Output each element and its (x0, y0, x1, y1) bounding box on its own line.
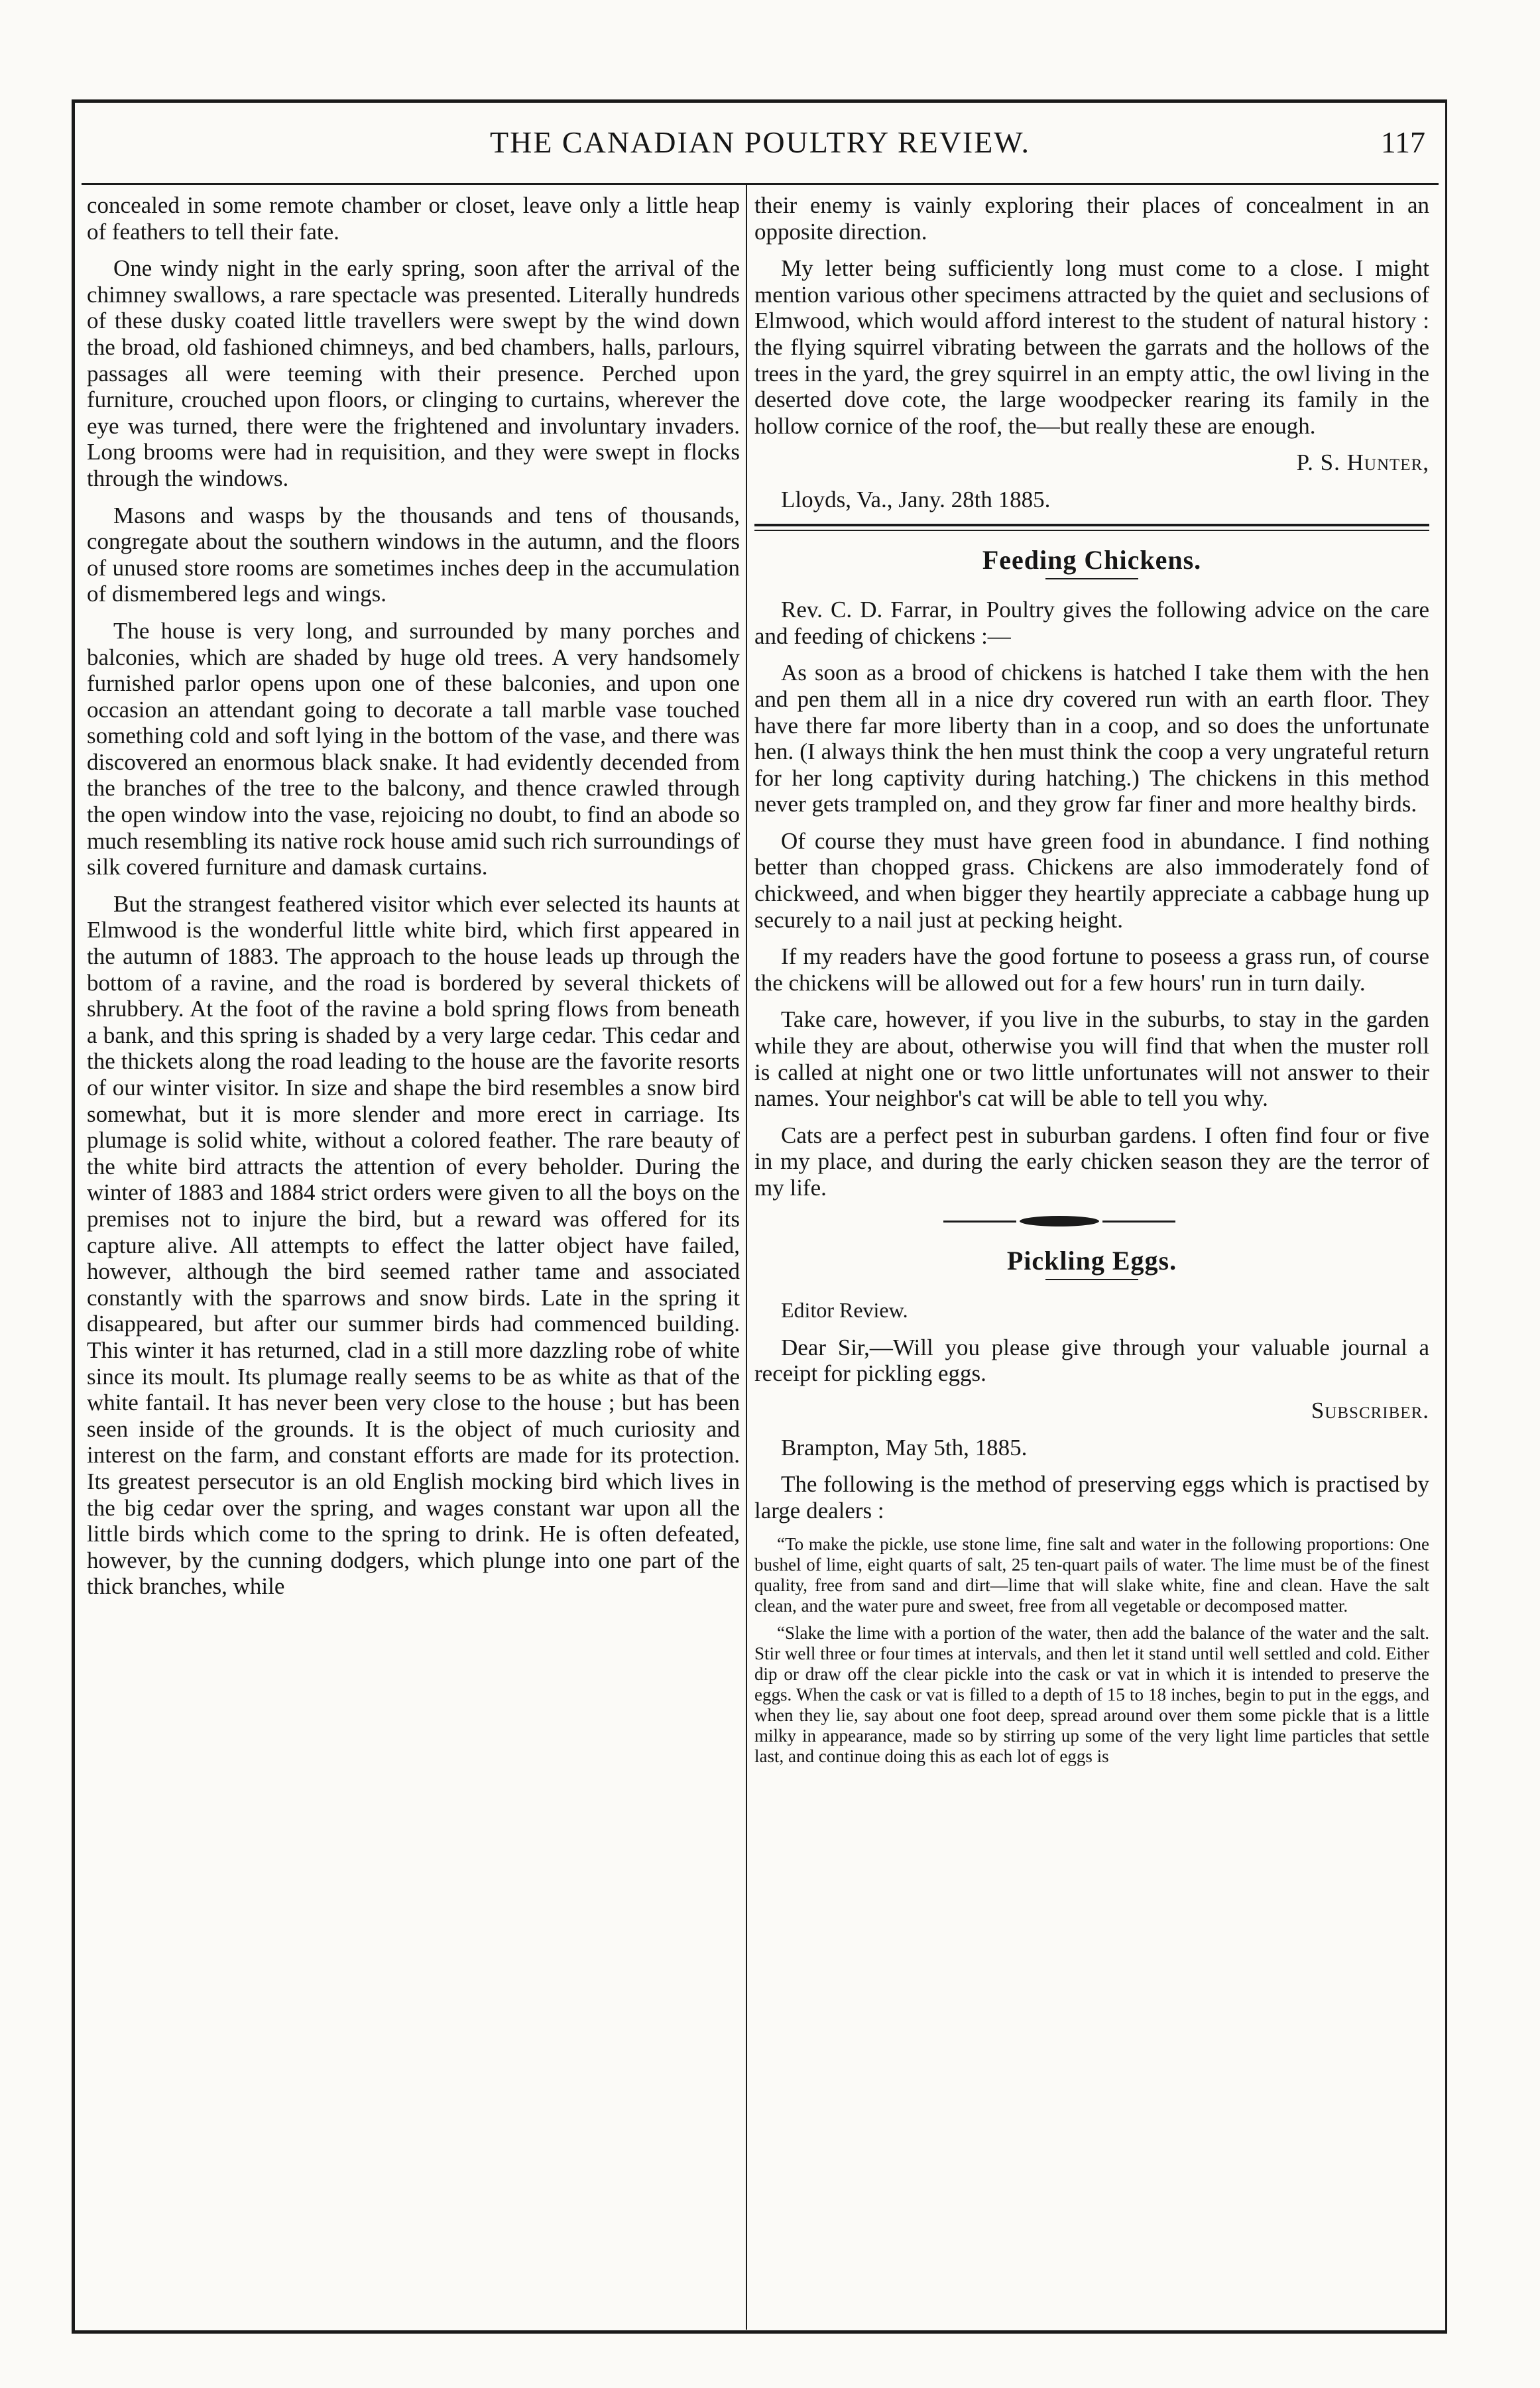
ornament-bar (1102, 1221, 1175, 1223)
paragraph: One windy night in the early spring, soon after the arrival of the chimney swallows, a rare spectacle was presented. Literally hundreds of these dusky coated little travellers were swept by the wind down the broad, old fashioned chimneys, and bed chambers, halls, parlours, passages all were teeming with their presence. Perched upon furniture, crouched upon floors, or clinging to curtains, wherever the eye was turned, there were the frightened and involuntary invaders. Long brooms were had in requisition, and they were swept in flocks through the windows. (87, 255, 740, 491)
title-rule (1045, 578, 1138, 579)
paragraph: My letter being sufficiently long must come to a close. I might mention various other specimens attracted by the quiet and seclusions of Elmwood, which would afford interest to the student of natural history : the flying squirrel vibrating between the garrats and the hollows of the trees in the yard, the grey squirrel in an empty attic, the owl living in the deserted dove cote, the large woodpecker rearing its family in the hollow cornice of the roof, the—but really these are enough. (754, 255, 1429, 439)
paragraph: But the strangest feathered visitor which ever selected its haunts at Elmwood is the wonderful little white bird, which first appeared in the autumn of 1883. The approach to the house leads up through the bottom of a ravine, and the road is bordered by several thickets of shrubbery. At the foot of the ravine a bold spring flows from beneath a bank, and this spring is shaded by a very large cedar. This cedar and the thickets along the road leading to the house are the favorite resorts of our winter visitor. In size and shape the bird resembles a snow bird somewhat, but it is more slender and more erect in carriage. Its plumage is solid white, without a colored feather. The rare beauty of the white bird attracts the attention of every beholder. During the winter of 1883 and 1884 strict orders were given to all the boys on the premises not to injure the bird, but a reward was offered for its capture alive. All attempts to effect the latter object have failed, however, although the bird seemed rather tame and associated constantly with the sparrows and snow birds. Late in the spring it disappeared, but after our summer birds had commenced building. This winter it has returned, clad in a still more dazzling robe of white since its moult. Its plumage really seems to be as white as that of the white fantail. It has never been very close to the house ; but has been seen inside of the grounds. It is the object of much curiosity and interest on the farm, and constant efforts are made for its protection. Its greatest persecutor is an old English mocking bird which lives in the big cedar over the spring, and wages constant war upon all the little birds which come to the spring to drink. He is often defeated, however, by the cunning dodgers, which plunge into one part of the thick branches, while (87, 890, 740, 1600)
right-column (754, 192, 1429, 1773)
paragraph: As soon as a brood of chickens is hatched I take them with the hen and pen them all in a nice dry covered run with an earth floor. They have there far more liberty than in a coop, and so does the unfortunate hen. (I always think the hen must think the coop a very ungrateful return for her long captivity during hatching.) The chickens in this method never gets trampled on, and they grow far finer and more healthy birds. (754, 660, 1429, 817)
paragraph: Cats are a perfect pest in suburban gardens. I often find four or five in my place, and during the early chicken season they are the terror of my life. (754, 1122, 1429, 1201)
paragraph: The house is very long, and surrounded by many porches and balconies, which are shaded by huge old trees. A very handsomely furnished parlor opens upon one of these balconies, and upon one occasion an attendant going to decorate a tall marble vase touched something cold and soft lying in the bottom of the vase, and there was discovered an enormous black snake. It had evidently decended from the branches of the tree to the balcony, and thence crawled through the open window into the vase, rejoicing no doubt, to find an abode so much resembling its native rock house amid such rich surroundings of silk covered furniture and damask curtains. (87, 617, 740, 880)
left-column (87, 192, 740, 1610)
editor-line: Editor Review. (781, 1298, 908, 1323)
title-rule (1045, 1279, 1138, 1280)
quote-paragraph: “Slake the lime with a portion of the water, then add the balance of the water and the salt. Stir well three or four times at intervals, and then let it stand until well settled and cold. Either dip or draw off the clear pickle into the cask or vat in which it is intended to preserve the eggs. When the cask or vat is filled to a depth of 15 to 18 inches, begin to put in the eggs, and when they lie, say about one foot deep, spread around over them some pickle that is a little milky in appearance, made so by stirring up some of the very light lime particles that settle last, and continue doing this as each lot of eggs is (754, 1623, 1429, 1767)
top-border (75, 99, 1445, 103)
bottom-border (75, 2330, 1445, 2334)
paragraph: Rev. C. D. Farrar, in Poultry gives the following advice on the care and feeding of chickens :— (754, 597, 1429, 649)
place-date: Brampton, May 5th, 1885. (781, 1434, 1028, 1461)
page-frame (72, 99, 1447, 2334)
ornament-center (1020, 1216, 1099, 1226)
paragraph: concealed in some remote chamber or closet, leave only a little heap of feathers to tell their fate. (87, 192, 740, 245)
quote-paragraph: “To make the pickle, use stone lime, fine salt and water in the following proportions: One bushel of lime, eight quarts of salt, 25 ten-quart pails of water. The lime must be of the finest quality, free from sand and dirt—lime that will slake white, fine and clean. Have the salt clean, and the water pure and sweet, free from all vegetable or decomposed matter. (754, 1534, 1429, 1616)
signature: Subscriber. (1311, 1397, 1429, 1423)
paragraph: The following is the method of preserving eggs which is practised by large dealers : (754, 1471, 1429, 1523)
paragraph: Masons and wasps by the thousands and tens of thousands, congregate about the southern windows in the autumn, and the floors of unused store rooms are sometimes inches deep in the accumulation of dismembered legs and wings. (87, 502, 740, 607)
column-divider (746, 184, 747, 2330)
ornament-bar (943, 1221, 1016, 1223)
article-title: Pickling Eggs. (1006, 1245, 1177, 1276)
paragraph: If my readers have the good fortune to poseess a grass run, of course the chickens will be allowed out for a few hours' run in turn daily. (754, 943, 1429, 996)
paragraph: Take care, however, if you live in the suburbs, to stay in the garden while they are about, otherwise you will find that when the muster roll is called at night one or two little unfortunates will not answer to their names. Your neighbor's cat will be able to tell you why. (754, 1006, 1429, 1112)
section-divider (754, 524, 1429, 531)
paragraph: Of course they must have green food in abundance. I find nothing better than chopped grass. Chickens are also immoderately fond of chickweed, and when bigger they heartily appreciate a cabbage hung up securely to a nail just at pecking height. (754, 827, 1429, 933)
quoted-recipe (754, 1534, 1429, 1767)
place-date: Lloyds, Va., Jany. 28th 1885. (781, 486, 1051, 512)
running-head: THE CANADIAN POULTRY REVIEW. (490, 125, 1030, 159)
article-title: Feeding Chickens. (982, 544, 1202, 575)
letter: Dear Sir,—Will you please give through your valuable journal a receipt for pickling eggs. (754, 1334, 1429, 1387)
paragraph: their enemy is vainly exploring their places of concealment in an opposite direction. (754, 192, 1429, 245)
page-number: 117 (1380, 125, 1425, 159)
signature: P. S. Hunter, (1296, 449, 1429, 476)
header-rule (82, 183, 1439, 185)
ornament-divider (754, 1215, 1429, 1228)
